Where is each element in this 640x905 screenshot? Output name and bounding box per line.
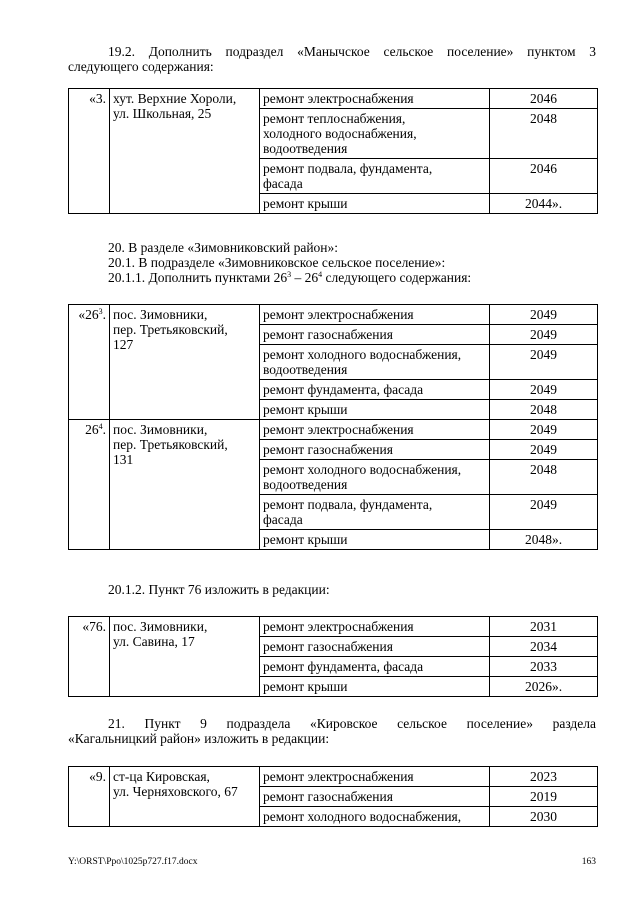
table-row	[69, 767, 598, 787]
cell-line: ремонт крыши	[263, 196, 348, 211]
work-cell	[260, 420, 490, 440]
cell-line: пос. Зимовники,	[113, 619, 208, 634]
table-row	[69, 305, 598, 325]
work-cell	[260, 495, 490, 530]
table-item-76	[68, 616, 598, 697]
work-cell	[260, 380, 490, 400]
work-cell	[260, 657, 490, 677]
cell-line: ремонт крыши	[263, 679, 348, 694]
cell-line: водоотведения	[263, 141, 348, 156]
cell-line: ремонт газоснабжения	[263, 639, 393, 654]
cell-line: ремонт электроснабжения	[263, 422, 414, 437]
cell-line: ремонт крыши	[263, 532, 348, 547]
cell-line: ремонт газоснабжения	[263, 789, 393, 804]
year-cell: 2049	[490, 495, 598, 530]
item-number-suffix: .	[102, 422, 106, 437]
item-number-text: «3.	[89, 91, 106, 106]
address-cell	[110, 89, 260, 214]
work-cell	[260, 305, 490, 325]
year-cell: 2019	[490, 787, 598, 807]
work-cell	[260, 159, 490, 194]
cell-line: пос. Зимовники,	[113, 307, 208, 322]
work-cell	[260, 617, 490, 637]
item-number-text: 26	[85, 422, 99, 437]
cell-line: ремонт фундамента, фасада	[263, 382, 424, 397]
cell-line: холодного водоснабжения,	[263, 126, 417, 141]
table-items-26	[68, 304, 598, 550]
address-cell	[110, 420, 260, 550]
cell-line: фасада	[263, 512, 303, 527]
table-item-9	[68, 766, 598, 827]
work-cell	[260, 440, 490, 460]
paragraph-19-2	[68, 44, 596, 74]
cell-line: 127	[113, 337, 134, 352]
table-row	[69, 617, 598, 637]
work-cell	[260, 460, 490, 495]
cell-line: ремонт газоснабжения	[263, 327, 393, 342]
paragraph-20	[68, 240, 596, 285]
year-cell: 2049	[490, 325, 598, 345]
cell-line: пер. Третьяковский,	[113, 437, 228, 452]
item-number	[69, 420, 110, 550]
cell-line: ул. Школьная, 25	[113, 106, 212, 121]
file-path: Y:\ORST\Ppo\1025p727.f17.docx	[68, 857, 198, 867]
cell-line: хут. Верхние Хороли,	[113, 91, 237, 106]
cell-line: ремонт подвала, фундамента,	[263, 497, 433, 512]
paragraph-line: 20.1.2. Пункт 76 изложить в редакции:	[108, 582, 330, 597]
year-cell: 2044».	[490, 194, 598, 214]
cell-line: фасада	[263, 176, 303, 191]
work-cell	[260, 345, 490, 380]
year-cell: 2031	[490, 617, 598, 637]
work-cell	[260, 325, 490, 345]
address-cell	[110, 617, 260, 697]
year-cell: 2026».	[490, 677, 598, 697]
item-number	[69, 767, 110, 827]
year-cell: 2046	[490, 89, 598, 109]
cell-line: ремонт фундамента, фасада	[263, 659, 424, 674]
paragraph-line: «Кагальницкий район» изложить в редакции:	[68, 731, 330, 746]
cell-line: ремонт газоснабжения	[263, 442, 393, 457]
work-cell	[260, 194, 490, 214]
table-row	[69, 420, 598, 440]
year-cell: 2046	[490, 159, 598, 194]
year-cell: 2030	[490, 807, 598, 827]
address-cell	[110, 767, 260, 827]
year-cell: 2049	[490, 345, 598, 380]
cell-line: ремонт электроснабжения	[263, 769, 414, 784]
work-cell	[260, 400, 490, 420]
item-number-suffix: .	[102, 307, 106, 322]
year-cell: 2033	[490, 657, 598, 677]
item-number-text: «9.	[89, 769, 106, 784]
cell-line: пос. Зимовники,	[113, 422, 208, 437]
address-cell	[110, 305, 260, 420]
table-row	[69, 89, 598, 109]
item-number-text: «26	[78, 307, 99, 322]
cell-line: ремонт электроснабжения	[263, 307, 414, 322]
paragraph-line: следующего содержания:	[68, 59, 214, 74]
cell-line: 131	[113, 452, 134, 467]
paragraph-line: 20.1.1. Дополнить пунктами $26^3 - 26^4$ следующего содержания:	[108, 270, 472, 285]
item-number-sup: 3	[98, 307, 103, 316]
paragraph-20-1-2	[68, 582, 596, 597]
cell-line: ремонт холодного водоснабжения,	[263, 462, 462, 477]
cell-line: ремонт электроснабжения	[263, 619, 414, 634]
cell-line: пер. Третьяковский,	[113, 322, 228, 337]
paragraph-line: 20.1. В подразделе «Зимовниковское сельское поселение»:	[108, 255, 446, 270]
cell-line: ремонт крыши	[263, 402, 348, 417]
cell-line: ремонт холодного водоснабжения,	[263, 809, 462, 824]
year-cell: 2048	[490, 400, 598, 420]
year-cell: 2049	[490, 420, 598, 440]
work-cell	[260, 787, 490, 807]
page-number: 163	[581, 857, 596, 867]
work-cell	[260, 677, 490, 697]
year-cell: 2034	[490, 637, 598, 657]
year-cell: 2023	[490, 767, 598, 787]
table-item-3	[68, 88, 598, 214]
cell-line: водоотведения	[263, 362, 348, 377]
work-cell	[260, 89, 490, 109]
item-number-sup: 4	[98, 422, 103, 431]
cell-line: ремонт электроснабжения	[263, 91, 414, 106]
item-number	[69, 89, 110, 214]
work-cell	[260, 109, 490, 159]
work-cell	[260, 767, 490, 787]
year-cell: 2048».	[490, 530, 598, 550]
work-cell	[260, 530, 490, 550]
paragraph-line: 19.2. Дополнить подраздел «Манычское сельское поселение» пунктом 3	[108, 44, 596, 59]
paragraph-line: 21. Пункт 9 подраздела «Кировское сельское поселение» раздела	[108, 716, 596, 731]
cell-line: ремонт холодного водоснабжения,	[263, 347, 462, 362]
cell-line: ул. Савина, 17	[113, 634, 195, 649]
work-cell	[260, 637, 490, 657]
item-number	[69, 305, 110, 420]
cell-line: ремонт теплоснабжения,	[263, 111, 406, 126]
item-number	[69, 617, 110, 697]
year-cell: 2049	[490, 305, 598, 325]
cell-line: водоотведения	[263, 477, 348, 492]
page-footer	[68, 856, 596, 868]
paragraph-21	[68, 716, 596, 746]
year-cell: 2048	[490, 109, 598, 159]
cell-line: ремонт подвала, фундамента,	[263, 161, 433, 176]
year-cell: 2048	[490, 460, 598, 495]
cell-line: ул. Черняховского, 67	[113, 784, 238, 799]
item-number-text: «76.	[82, 619, 106, 634]
cell-line: ст-ца Кировская,	[113, 769, 210, 784]
year-cell: 2049	[490, 380, 598, 400]
year-cell: 2049	[490, 440, 598, 460]
work-cell	[260, 807, 490, 827]
paragraph-line: 20. В разделе «Зимовниковский район»:	[108, 240, 339, 255]
